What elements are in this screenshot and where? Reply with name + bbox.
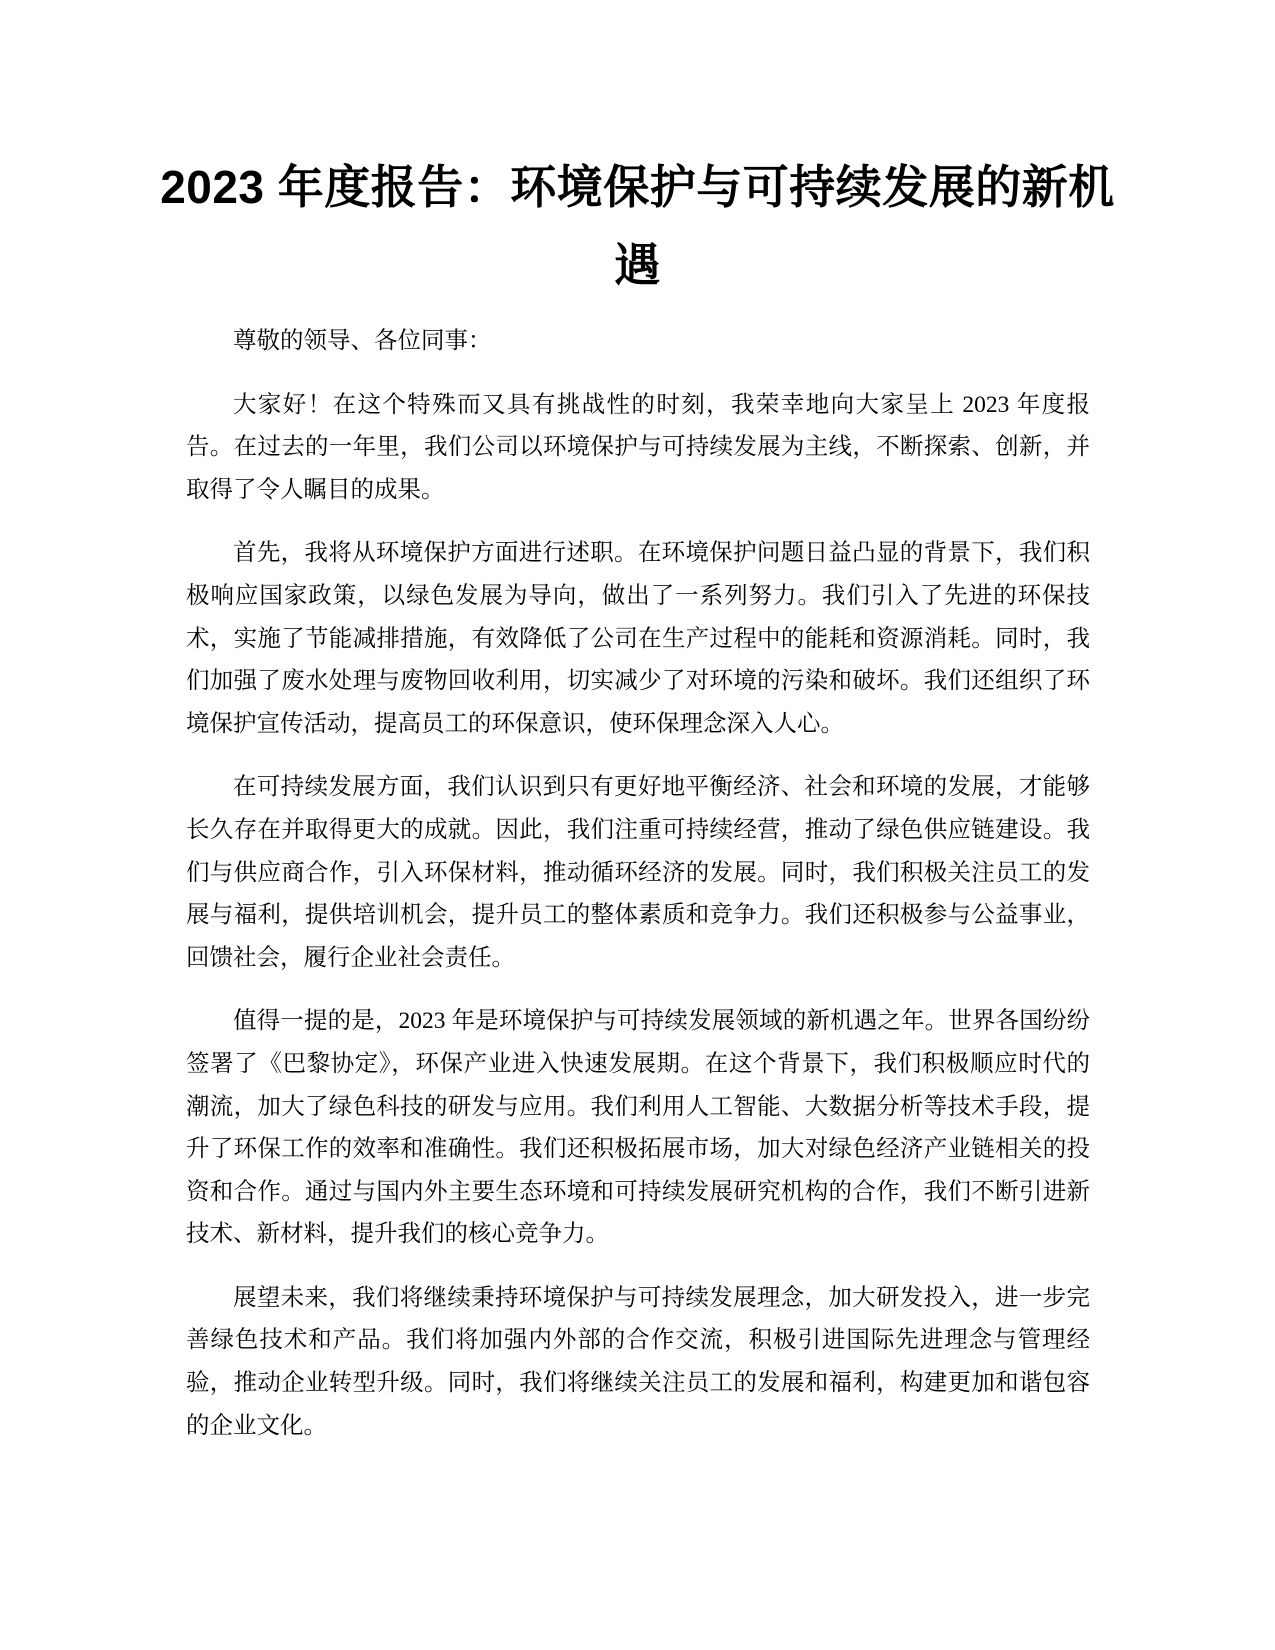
environment-paragraph: 首先，我将从环境保护方面进行述职。在环境保护问题日益凸显的背景下，我们积极响应国家政策，以绿色发展为导向，做出了一系列努力。我们引入了先进的环保技术，实施了节能减排措施，有效降低了公司在生产过程中的能耗和资源消耗。同时，我们加强了废水处理与废物回收利用，切实减少了对环境的污染和破坏。我们还组织了环境保护宣传活动，提高员工的环保意识，使环保理念深入人心。 [186, 540, 1090, 737]
salutation-paragraph: 尊敬的领导、各位同事： [233, 328, 492, 354]
intro-paragraph: 大家好！在这个特殊而又具有挑战性的时刻，我荣幸地向大家呈上 2023 年度报告。在过去的一年里，我们公司以环境保护与可持续发展为主线，不断探索、创新，并取得了令人瞩目的成果。 [186, 391, 1090, 503]
sustainability-paragraph: 在可持续发展方面，我们认识到只有更好地平衡经济、社会和环境的发展，才能够长久存在并取得更大的成就。因此，我们注重可持续经营，推动了绿色供应链建设。我们与供应商合作，引入环保材料，推动循环经济的发展。同时，我们积极关注员工的发展与福利，提供培训机会，提升员工的整体素质和竞争力。我们还积极参与公益事业，回馈社会，履行企业社会责任。 [186, 774, 1090, 971]
outlook-paragraph: 展望未来，我们将继续秉持环境保护与可持续发展理念，加大研发投入，进一步完善绿色技术和产品。我们将加强内外部的合作交流，积极引进国际先进理念与管理经验，推动企业转型升级。同时，我们将继续关注员工的发展和福利，构建更加和谐包容的企业文化。 [186, 1284, 1090, 1439]
document-title: 2023 年度报告：环境保护与可持续发展的新机遇 [160, 161, 1115, 291]
opportunity-paragraph: 值得一提的是，2023 年是环境保护与可持续发展领域的新机遇之年。世界各国纷纷签署了《巴黎协定》，环保产业进入快速发展期。在这个背景下，我们积极顺应时代的潮流，加大了绿色科技的研发与应用。我们利用人工智能、大数据分析等技术手段，提升了环保工作的效率和准确性。我们还积极拓展市场，加大对绿色经济产业链相关的投资和合作。通过与国内外主要生态环境和可持续发展研究机构的合作，我们不断引进新技术、新材料，提升我们的核心竞争力。 [186, 1008, 1090, 1248]
document-body [186, 320, 1090, 1468]
